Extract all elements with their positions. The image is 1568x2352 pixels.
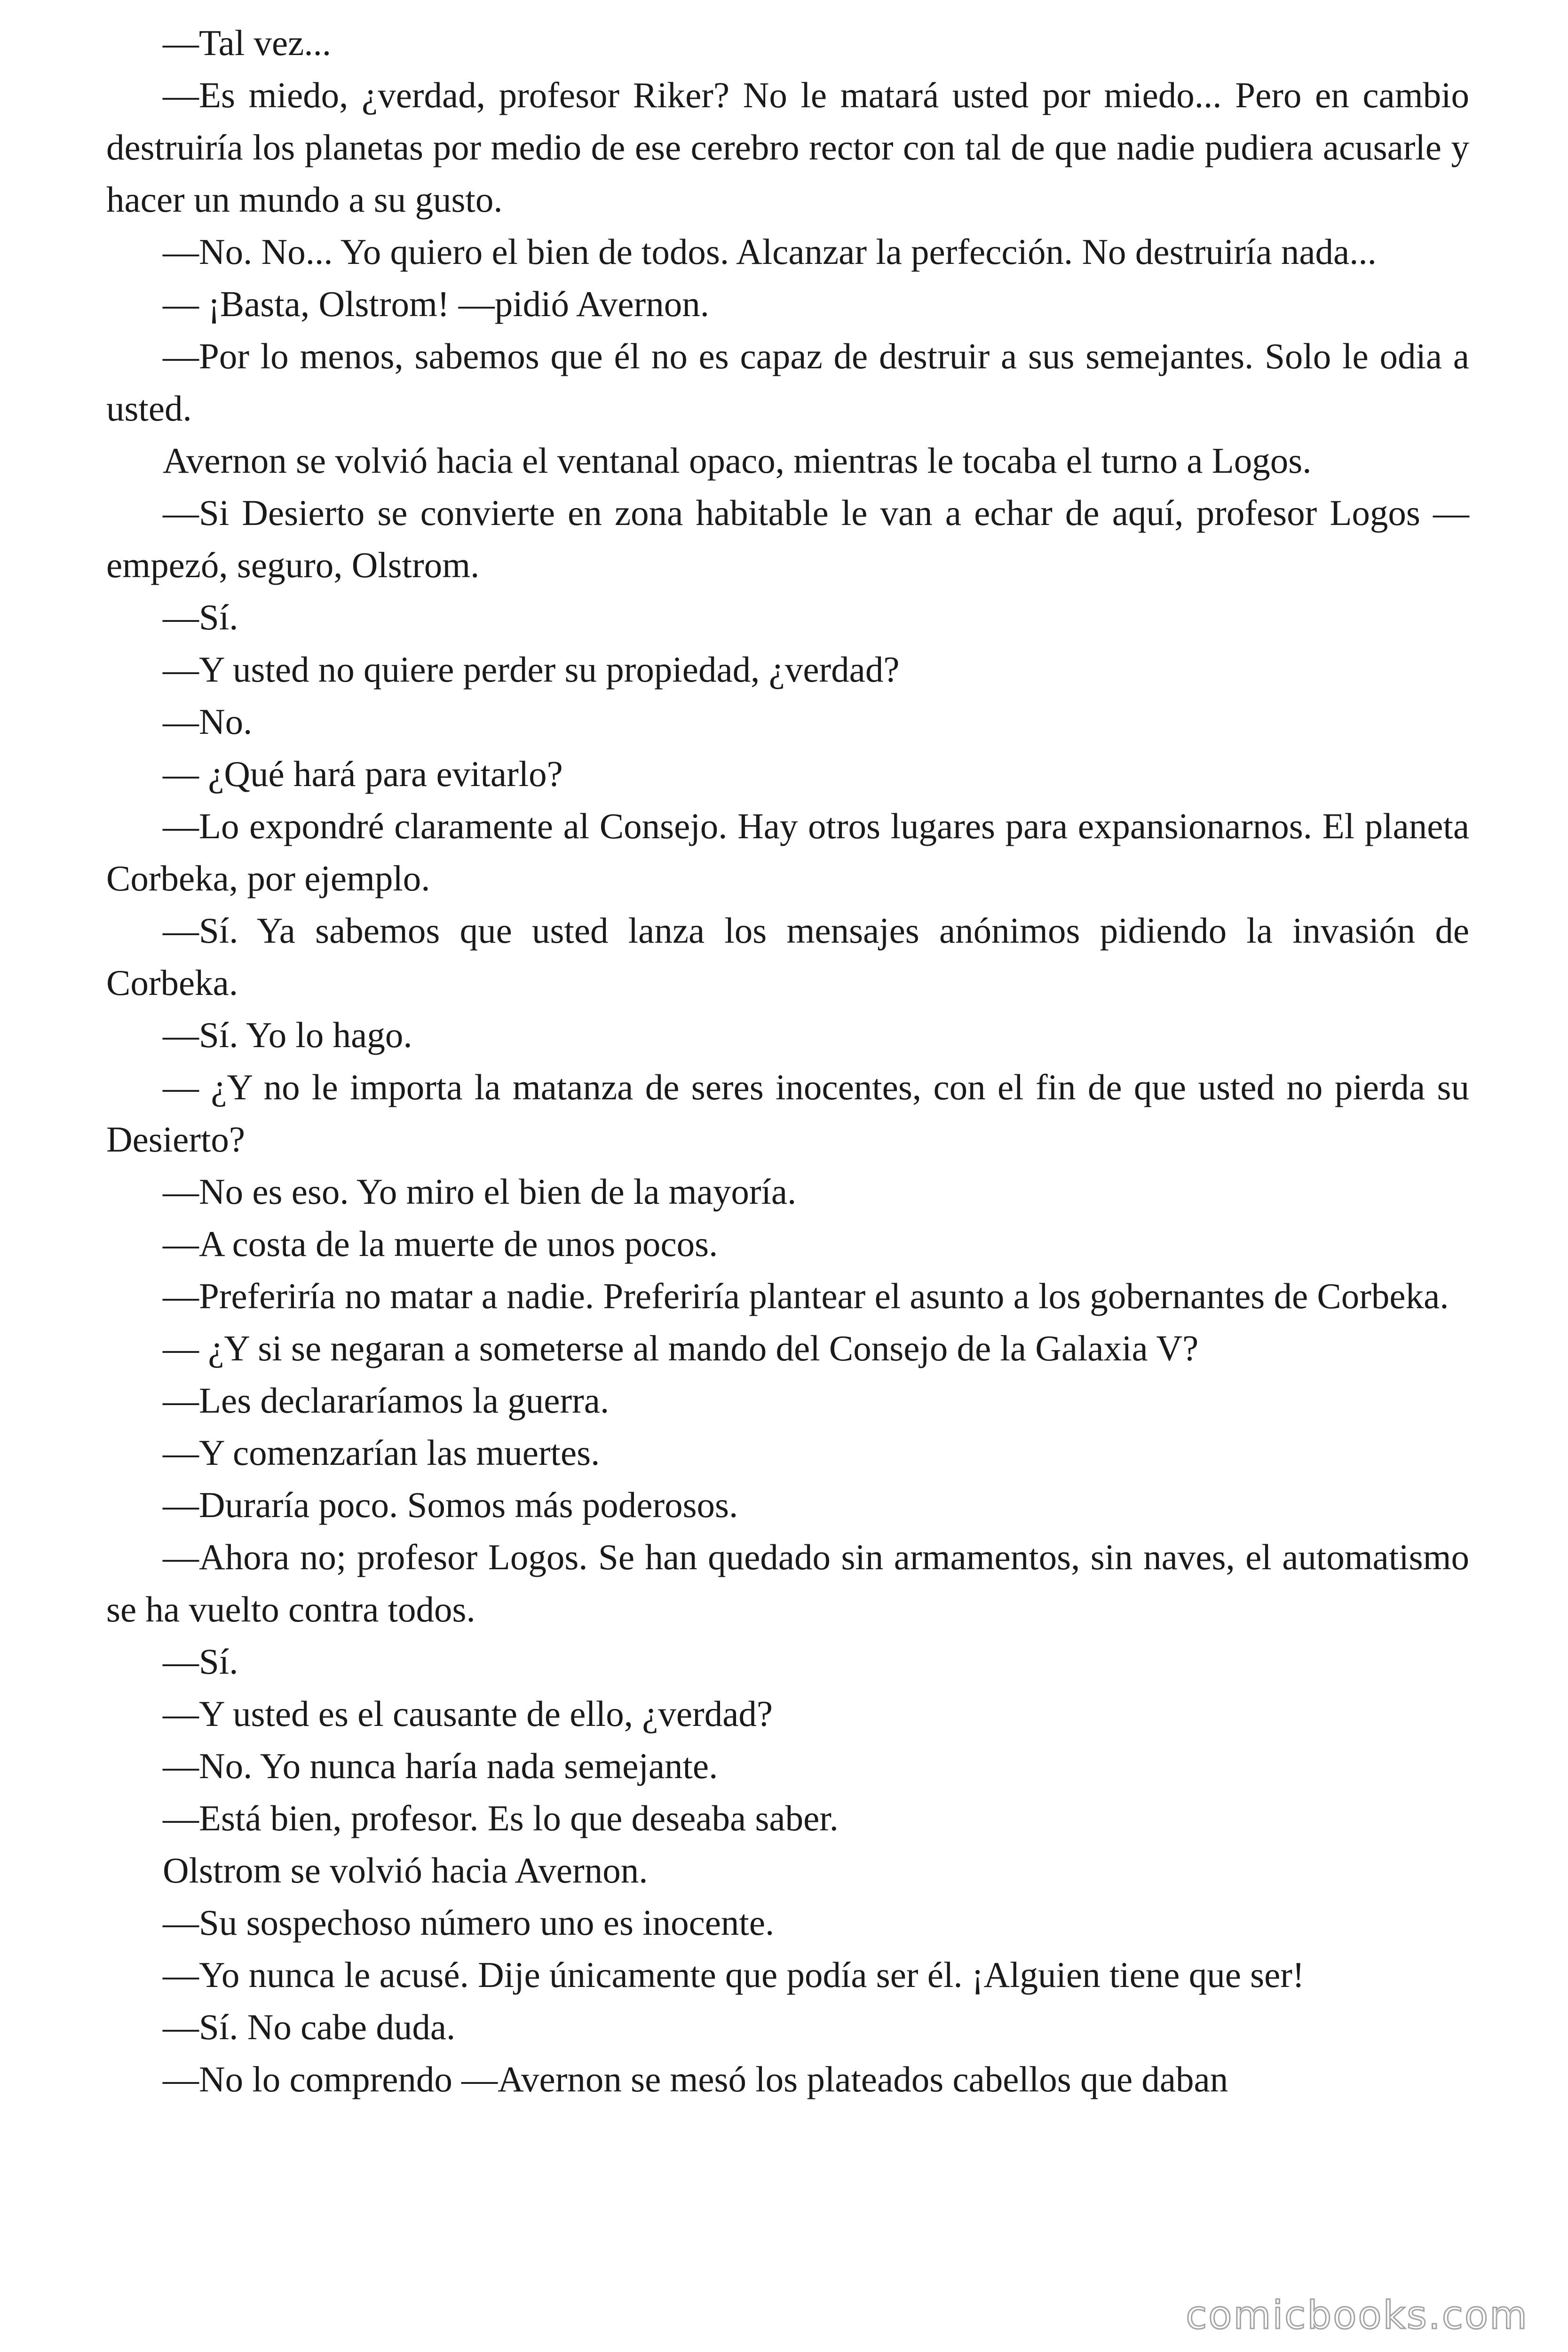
paragraph: —Su sospechoso número uno es inocente. — [163, 1902, 775, 1943]
paragraph: Avernon se volvió hacia el ventanal opaco, mientras le tocaba el turno a Logos. — [163, 440, 1312, 481]
paragraph: —No. No... Yo quiero el bien de todos. Alcanzar la perfección. No destruiría nada... — [163, 231, 1377, 272]
paragraph: —Si Desierto se convierte en zona habitable le van a echar de aquí, profesor Logos —empezó, seguro, Olstrom. — [106, 493, 1469, 585]
paragraph: —Sí. Ya sabemos que usted lanza los mensajes anónimos pidiendo la invasión de Corbeka. — [106, 910, 1469, 1003]
paragraph: Olstrom se volvió hacia Avernon. — [163, 1850, 648, 1891]
paragraph: —A costa de la muerte de unos pocos. — [163, 1224, 718, 1264]
paragraph: —Lo expondré claramente al Consejo. Hay otros lugares para expansionarnos. El planeta Corbeka, por ejemplo. — [106, 806, 1469, 898]
paragraph: — ¿Y si se negaran a someterse al mando del Consejo de la Galaxia V? — [163, 1328, 1199, 1368]
paragraph: —Preferiría no matar a nadie. Preferiría plantear el asunto a los gobernantes de Corbeka. — [163, 1276, 1449, 1316]
paragraph: —No. Yo nunca haría nada semejante. — [163, 1746, 718, 1786]
paragraph: —Sí. Yo lo hago. — [163, 1015, 412, 1055]
paragraph: —Tal vez... — [163, 23, 332, 63]
paragraph: —Sí. — [163, 597, 238, 637]
paragraph: —Sí. — [163, 1641, 238, 1682]
paragraph: —Es miedo, ¿verdad, profesor Riker? No le matará usted por miedo... Pero en cambio destruiría los planetas por medio de ese cerebro rector con tal de que nadie pudiera acusarle y hacer un mundo a su gusto. — [106, 75, 1469, 220]
paragraph: —Y usted es el causante de ello, ¿verdad? — [163, 1693, 773, 1734]
paragraph: —Y comenzarían las muertes. — [163, 1432, 600, 1473]
paragraph: —No. — [163, 701, 253, 742]
paragraph: — ¿Y no le importa la matanza de seres inocentes, con el fin de que usted no pierda su Desierto? — [106, 1067, 1469, 1160]
watermark-logo: comicbooks.com — [1186, 2293, 1528, 2338]
paragraph: — ¿Qué hará para evitarlo? — [163, 754, 563, 794]
paragraph: —Yo nunca le acusé. Dije únicamente que podía ser él. ¡Alguien tiene que ser! — [163, 1955, 1305, 1995]
paragraph: — ¡Basta, Olstrom! —pidió Avernon. — [163, 284, 709, 324]
paragraph: —Por lo menos, sabemos que él no es capaz de destruir a sus semejantes. Solo le odia a usted. — [106, 336, 1469, 429]
page-text — [106, 17, 1469, 2331]
paragraph: —Duraría poco. Somos más poderosos. — [163, 1485, 738, 1525]
paragraph: —No es eso. Yo miro el bien de la mayoría. — [163, 1171, 797, 1212]
paragraph: —Sí. No cabe duda. — [163, 2007, 456, 2047]
paragraph: —Ahora no; profesor Logos. Se han quedado sin armamentos, sin naves, el automatismo se ha vuelto contra todos. — [106, 1537, 1469, 1629]
paragraph: —No lo comprendo —Avernon se mesó los plateados cabellos que daban — [163, 2059, 1228, 2099]
paragraph: —Está bien, profesor. Es lo que deseaba saber. — [163, 1798, 839, 1838]
paragraph: —Les declararíamos la guerra. — [163, 1380, 610, 1421]
paragraph: —Y usted no quiere perder su propiedad, ¿verdad? — [163, 649, 900, 690]
